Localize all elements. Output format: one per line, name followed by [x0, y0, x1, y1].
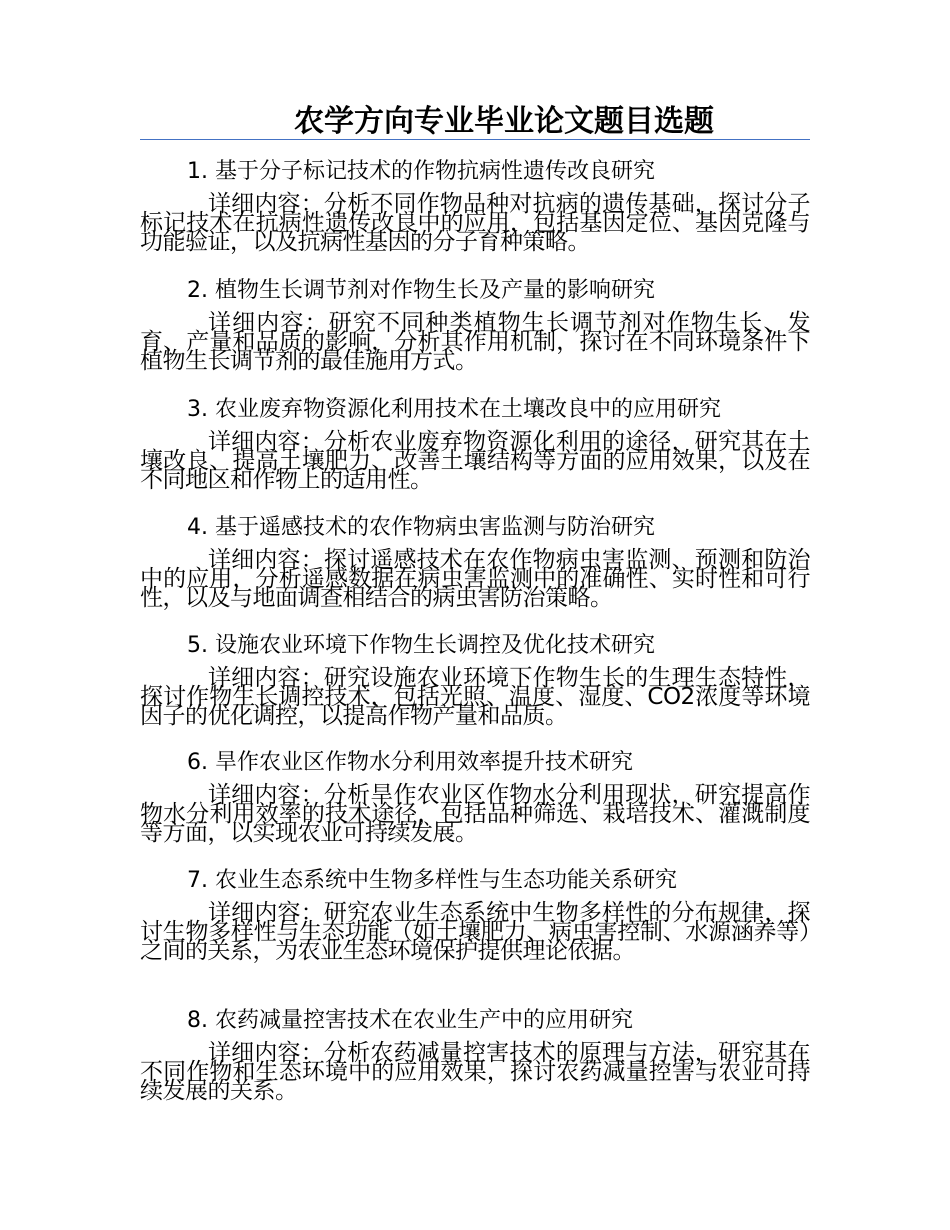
topic-detail: 详细内容：研究农业生态系统中生物多样性的分布规律，探讨生物多样性与生态功能（如土壤肥力、病虫害控制、水源涵养等）之间的关系，为农业生态环境保护提供理论依据。	[140, 900, 810, 964]
document-title: 农学方向专业毕业论文题目选题	[294, 104, 714, 139]
topic-detail: 详细内容：分析农业废弃物资源化利用的途径，研究其在土壤改良、提高土壤肥力、改善土壤结构等方面的应用效果，以及在不同地区和作物上的适用性。	[140, 429, 810, 493]
topic-heading: 8. 农药减量控害技术在农业生产中的应用研究	[187, 1008, 633, 1033]
topic-item-4	[140, 513, 810, 611]
topic-item-7	[140, 866, 810, 964]
title-underline	[140, 139, 810, 140]
topic-detail: 详细内容：研究不同种类植物生长调节剂对作物生长、发育、产量和品质的影响，分析其作用机制，探讨在不同环境条件下植物生长调节剂的最佳施用方式。	[140, 310, 810, 374]
topic-heading: 7. 农业生态系统中生物多样性与生态功能关系研究	[187, 868, 677, 893]
topic-detail: 详细内容：研究设施农业环境下作物生长的生理生态特性，探讨作物生长调控技术，包括光照、温度、湿度、CO2浓度等环境因子的优化调控，以提高作物产量和品质。	[140, 665, 810, 729]
topic-heading: 5. 设施农业环境下作物生长调控及优化技术研究	[187, 633, 655, 658]
topic-heading: 3. 农业废弃物资源化利用技术在土壤改良中的应用研究	[187, 397, 721, 422]
topic-detail: 详细内容：分析农药减量控害技术的原理与方法，研究其在不同作物和生态环境中的应用效果，探讨农药减量控害与农业可持续发展的关系。	[140, 1040, 810, 1104]
topic-item-2	[140, 276, 810, 374]
topic-item-8	[140, 1006, 810, 1104]
topic-item-5	[140, 631, 810, 729]
topic-heading: 2. 植物生长调节剂对作物生长及产量的影响研究	[187, 278, 655, 303]
topic-item-6	[140, 748, 810, 846]
topic-detail: 详细内容：分析不同作物品种对抗病的遗传基础，探讨分子标记技术在抗病性遗传改良中的应用，包括基因定位、基因克隆与功能验证，以及抗病性基因的分子育种策略。	[140, 191, 810, 255]
topic-heading: 4. 基于遥感技术的农作物病虫害监测与防治研究	[187, 515, 655, 540]
topic-item-1	[140, 157, 810, 255]
topic-heading: 1. 基于分子标记技术的作物抗病性遗传改良研究	[187, 159, 655, 184]
topic-detail: 详细内容：分析旱作农业区作物水分利用现状，研究提高作物水分利用效率的技术途径，包括品种筛选、栽培技术、灌溉制度等方面，以实现农业可持续发展。	[140, 782, 810, 846]
topic-detail: 详细内容：探讨遥感技术在农作物病虫害监测、预测和防治中的应用，分析遥感数据在病虫害监测中的准确性、实时性和可行性，以及与地面调查相结合的病虫害防治策略。	[140, 547, 810, 611]
topic-item-3	[140, 395, 810, 493]
topic-heading: 6. 旱作农业区作物水分利用效率提升技术研究	[187, 750, 633, 775]
